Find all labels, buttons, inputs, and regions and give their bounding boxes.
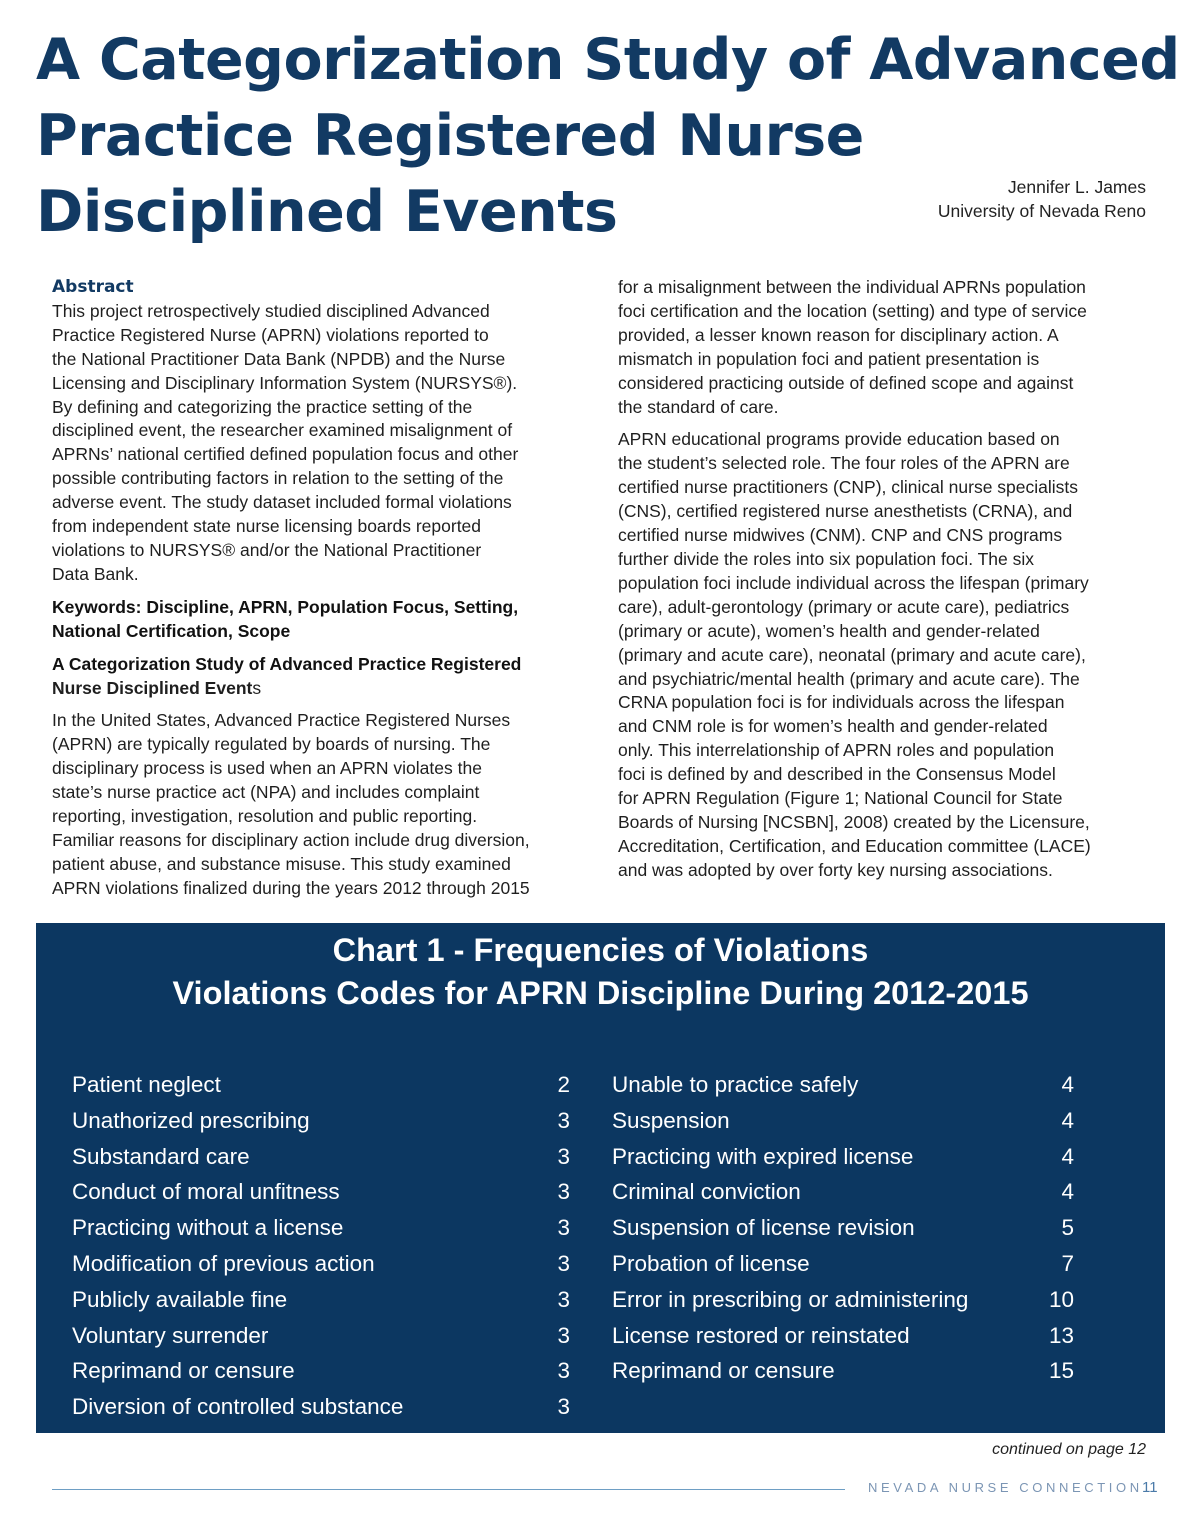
violation-count: 3: [557, 1215, 570, 1241]
text-line: By defining and categorizing the practice setting of the: [52, 396, 473, 417]
violation-label: License restored or reinstated: [612, 1322, 910, 1348]
violation-row: [612, 1246, 1074, 1282]
text-line: care), adult-gerontology (primary or acute care), pediatrics: [618, 596, 1070, 617]
chart-title-line: Chart 1 - Frequencies of Violations: [332, 932, 869, 968]
violation-row: [612, 1174, 1074, 1210]
abstract: [52, 276, 582, 587]
violation-label: Unathorized prescribing: [72, 1107, 310, 1133]
text-line: certified nurse midwives (CNM). CNP and CNS programs: [618, 525, 1063, 546]
footer-publication: NEVADA NURSE CONNECTION: [868, 1480, 1143, 1495]
text-line: Accreditation, Certification, and Education committee (LACE): [618, 835, 1091, 856]
paragraph: [618, 276, 1153, 419]
author-block: [938, 175, 1146, 223]
violation-count: 4: [1061, 1143, 1074, 1169]
violation-count: 13: [1048, 1322, 1074, 1348]
text-line: considered practicing outside of defined scope and against: [618, 372, 1074, 393]
violations-chart: [36, 923, 1165, 1433]
violation-count: 10: [1048, 1286, 1074, 1312]
chart-title: [36, 929, 1165, 1015]
violation-row: [72, 1389, 570, 1425]
heading-text: Nurse Disciplined Event: [52, 677, 253, 698]
violation-row: [72, 1318, 570, 1354]
violation-row: [72, 1210, 570, 1246]
text-line: (APRN) are typically regulated by boards of nursing. The: [52, 734, 491, 755]
violation-row: [612, 1318, 1074, 1354]
text-line: foci certification and the location (setting) and type of service: [618, 300, 1087, 321]
text-line: possible contributing factors in relation to the setting of the: [52, 468, 504, 489]
violation-label: Diversion of controlled substance: [72, 1394, 404, 1420]
violation-row: [612, 1103, 1074, 1139]
text-line: disciplined event, the researcher examined misalignment of: [52, 420, 513, 441]
text-line: violations to NURSYS® and/or the National Practitioner: [52, 539, 482, 560]
continued-note: continued on page 12: [992, 1441, 1146, 1458]
text-line: APRN educational programs provide education based on: [618, 429, 1060, 450]
section-heading: [52, 653, 582, 701]
intro-paragraph: [52, 709, 582, 900]
violation-row: [72, 1067, 570, 1103]
violation-count: 3: [557, 1250, 570, 1276]
violations-list-left: [72, 1067, 570, 1425]
text-line: further divide the roles into six population foci. The six: [618, 548, 1035, 569]
violation-label: Unable to practice safely: [612, 1072, 859, 1097]
violation-row: [612, 1353, 1074, 1389]
violation-row: [72, 1353, 570, 1389]
violation-count: 3: [557, 1358, 570, 1384]
text-line: population foci include individual across the lifespan (primary: [618, 572, 1089, 593]
text-line: Boards of Nursing [NCSBN], 2008) created by the Licensure,: [618, 811, 1090, 832]
text-line: for APRN Regulation (Figure 1; National Council for State: [618, 788, 1063, 809]
violation-label: Practicing with expired license: [612, 1143, 914, 1169]
text-line: (primary and acute care), neonatal (primary and acute care),: [618, 644, 1086, 665]
text-line: Familiar reasons for disciplinary action include drug diversion,: [52, 829, 530, 850]
author-affiliation: University of Nevada Reno: [937, 201, 1146, 221]
violation-label: Conduct of moral unfitness: [72, 1179, 340, 1205]
violation-label: Suspension of license revision: [612, 1215, 915, 1241]
text-line: state’s nurse practice act (NPA) and includes complaint: [52, 782, 480, 803]
violation-label: Suspension: [612, 1107, 730, 1133]
text-line: patient abuse, and substance misuse. This study examined: [52, 853, 511, 874]
violation-label: Reprimand or censure: [612, 1358, 835, 1384]
violation-label: Modification of previous action: [72, 1250, 375, 1276]
violation-label: Error in prescribing or administering: [612, 1286, 969, 1312]
title-line: A Categorization Study of Advanced: [36, 27, 1180, 93]
footer-divider: [52, 1489, 845, 1490]
violation-row: [612, 1067, 1074, 1103]
violation-row: [72, 1139, 570, 1175]
text-line: the standard of care.: [618, 396, 779, 417]
violation-row: [72, 1282, 570, 1318]
violation-count: 4: [1061, 1072, 1074, 1097]
violation-row: [72, 1246, 570, 1282]
text-line: This project retrospectively studied disciplined Advanced: [52, 300, 490, 321]
violation-row: [612, 1282, 1074, 1318]
text-line: reporting, investigation, resolution and public reporting.: [52, 806, 478, 827]
violation-count: 3: [557, 1322, 570, 1348]
text-line: and psychiatric/mental health (primary and acute care). The: [618, 668, 1080, 689]
text-line: the student’s selected role. The four roles of the APRN are: [618, 453, 1070, 474]
keywords: [52, 596, 582, 644]
abstract-heading: Abstract: [52, 277, 134, 297]
text-line: provided, a lesser known reason for disciplinary action. A: [618, 324, 1059, 345]
left-column: [52, 276, 582, 910]
violation-label: Practicing without a license: [72, 1215, 344, 1241]
violation-count: 3: [557, 1179, 570, 1205]
violation-label: Patient neglect: [72, 1072, 221, 1097]
text-line: certified nurse practitioners (CNP), clinical nurse specialists: [618, 477, 1079, 498]
violation-label: Reprimand or censure: [72, 1358, 295, 1384]
text-line: mismatch in population foci and patient presentation is: [618, 348, 1040, 369]
text-line: Licensing and Disciplinary Information System (NURSYS®).: [52, 372, 518, 393]
violation-count: 5: [1061, 1215, 1074, 1241]
chart-title-line: Violations Codes for APRN Discipline During 2012-2015: [172, 975, 1029, 1011]
right-column: [618, 276, 1153, 892]
violation-count: 2: [557, 1072, 570, 1097]
paragraph: [618, 428, 1153, 882]
text-line: adverse event. The study dataset included formal violations: [52, 492, 512, 513]
text-line: the National Practitioner Data Bank (NPDB) and the Nurse: [52, 348, 506, 369]
text-line: National Certification, Scope: [52, 620, 291, 641]
text-line: In the United States, Advanced Practice Registered Nurses: [52, 710, 511, 731]
violation-row: [72, 1174, 570, 1210]
text-line: Practice Registered Nurse (APRN) violations reported to: [52, 324, 489, 345]
violation-label: Publicly available fine: [72, 1286, 288, 1312]
violation-count: 7: [1061, 1250, 1074, 1276]
text-line: [52, 677, 582, 701]
violation-label: Probation of license: [612, 1250, 810, 1276]
text-line: (primary or acute), women’s health and gender-related: [618, 620, 1040, 641]
violation-count: 3: [557, 1394, 570, 1420]
text-line: Data Bank.: [52, 563, 139, 584]
violation-label: Voluntary surrender: [72, 1322, 269, 1348]
violation-label: Substandard care: [72, 1143, 250, 1169]
text-line: (CNS), certified registered nurse anesthetists (CRNA), and: [618, 501, 1073, 522]
violation-count: 3: [557, 1286, 570, 1312]
violation-count: 4: [1061, 1107, 1074, 1133]
text-line: foci is defined by and described in the Consensus Model: [618, 764, 1056, 785]
text-line: APRN violations finalized during the years 2012 through 2015: [52, 877, 530, 898]
violation-row: [612, 1210, 1074, 1246]
violation-count: 15: [1048, 1358, 1074, 1384]
text-line: for a misalignment between the individual APRNs population: [618, 277, 1086, 297]
title-line: Disciplined Events: [36, 179, 618, 245]
page-number: 11: [1142, 1479, 1158, 1496]
violation-count: 3: [557, 1143, 570, 1169]
text-line: CRNA population foci is for individuals across the lifespan: [618, 692, 1065, 713]
text-line: Keywords: Discipline, APRN, Population Focus, Setting,: [52, 596, 519, 617]
title-line: Practice Registered Nurse: [36, 103, 864, 169]
heading-tail: s: [252, 677, 262, 698]
violation-count: 4: [1061, 1179, 1074, 1205]
text-line: and was adopted by over forty key nursing associations.: [618, 859, 1053, 880]
violation-row: [612, 1139, 1074, 1175]
violation-row: [72, 1103, 570, 1139]
violation-count: 3: [557, 1107, 570, 1133]
text-line: disciplinary process is used when an APRN violates the: [52, 758, 482, 779]
text-line: from independent state nurse licensing boards reported: [52, 516, 482, 537]
author-name: Jennifer L. James: [1007, 177, 1146, 197]
text-line: APRNs’ national certified defined population focus and other: [52, 444, 519, 465]
text-line: only. This interrelationship of APRN roles and population: [618, 740, 1055, 761]
text-line: and CNM role is for women’s health and gender-related: [618, 716, 1048, 737]
violations-list-right: [612, 1067, 1074, 1389]
text-line: A Categorization Study of Advanced Practice Registered: [52, 653, 522, 674]
violation-label: Criminal conviction: [612, 1179, 801, 1205]
